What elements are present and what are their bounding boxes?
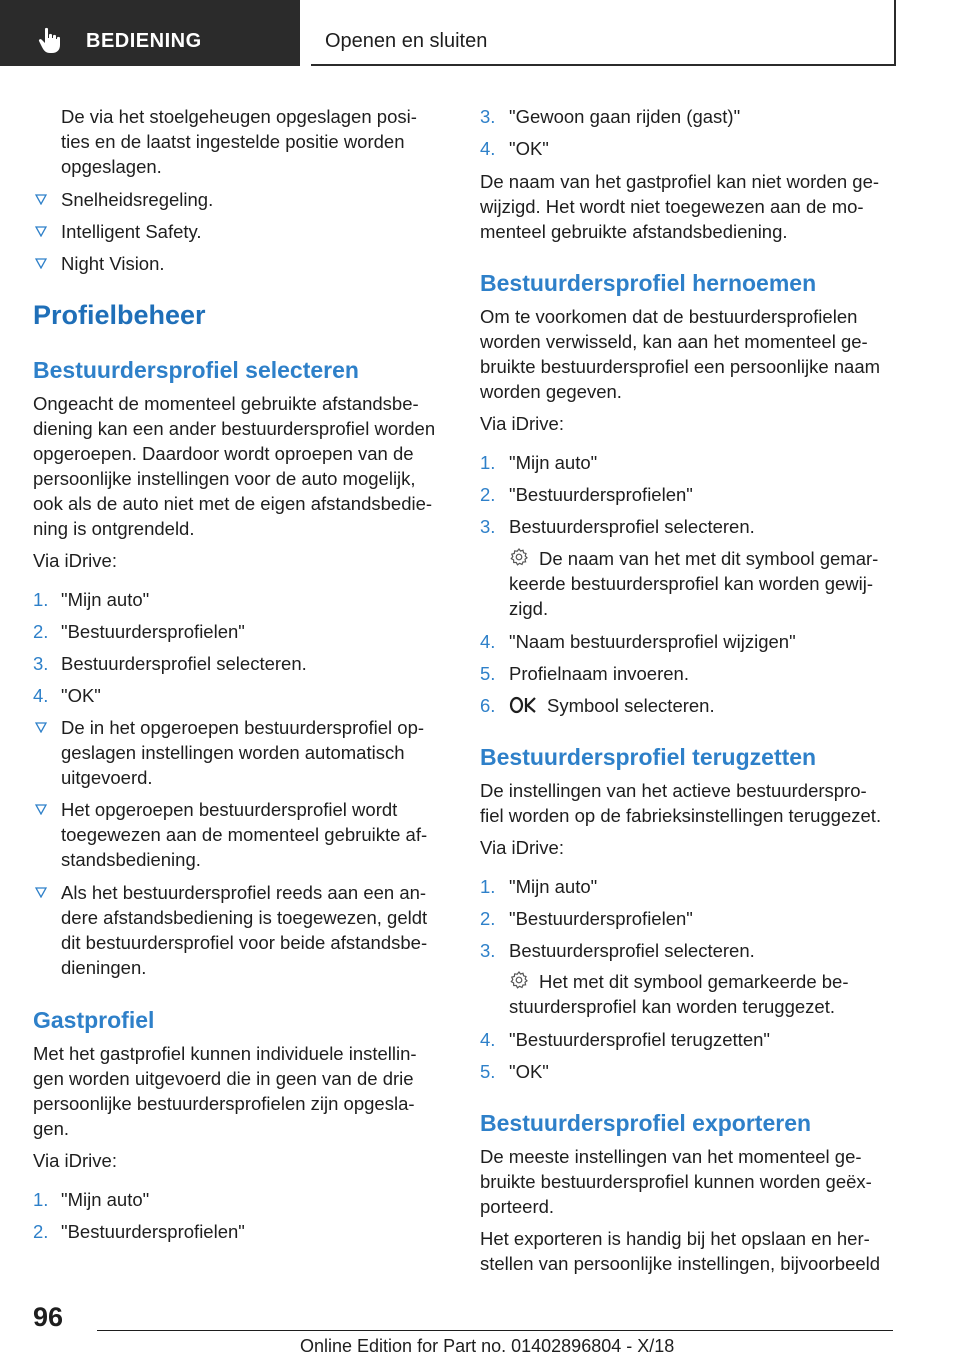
body-line: fiel worden op de fabrieksinstellingen teruggezet. bbox=[480, 805, 882, 826]
step-number: 1. bbox=[33, 1189, 49, 1210]
step-number: 3. bbox=[33, 653, 49, 674]
body-line: Ongeacht de momenteel gebruikte afstandsbe- bbox=[33, 393, 419, 414]
step-text: Bestuurdersprofiel selecteren. bbox=[61, 653, 307, 674]
step-text: "Bestuurdersprofielen" bbox=[61, 621, 245, 642]
step-text: "OK" bbox=[61, 685, 101, 706]
via-idrive-label: Via iDrive: bbox=[480, 413, 564, 434]
body-line: Met het gastprofiel kunnen individuele instellin- bbox=[33, 1043, 417, 1064]
bullet-line: uitgevoerd. bbox=[61, 767, 153, 788]
body-line: gen worden uitgevoerd die in geen van de drie bbox=[33, 1068, 414, 1089]
step-number: 3. bbox=[480, 940, 496, 961]
footer-divider bbox=[97, 1330, 893, 1331]
body-line: ook als de auto niet met de eigen afstandsbedie- bbox=[33, 493, 433, 514]
body-line: bruikte bestuurdersprofiel kunnen worden geëx- bbox=[480, 1171, 872, 1192]
body-line: De instellingen van het actieve bestuurderspro- bbox=[480, 780, 867, 801]
bullet-item: Snelheidsregeling. bbox=[61, 189, 214, 210]
bullet-line: Als het bestuurdersprofiel reeds aan een an- bbox=[61, 882, 427, 903]
step-number: 5. bbox=[480, 663, 496, 684]
step-text: "Mijn auto" bbox=[61, 589, 150, 610]
note-line: Het met dit symbool gemarkeerde be- bbox=[539, 971, 849, 992]
step-number: 1. bbox=[480, 452, 496, 473]
triangle-bullet-icon bbox=[35, 193, 47, 205]
body-line: gen. bbox=[33, 1118, 70, 1139]
body-line: De meeste instellingen van het momenteel ge- bbox=[480, 1146, 862, 1167]
step-text: "Bestuurdersprofielen" bbox=[509, 484, 693, 505]
note-line: De naam van het met dit symbool gemar- bbox=[539, 548, 879, 569]
triangle-bullet-icon bbox=[35, 886, 47, 898]
step-text: "Mijn auto" bbox=[61, 1189, 150, 1210]
bullet-line: geslagen instellingen worden automatisch bbox=[61, 742, 405, 763]
section-tab bbox=[0, 0, 300, 66]
body-line: menteel gebruikte afstandsbediening. bbox=[480, 221, 788, 242]
body-line: persoonlijke instellingen voor de auto mogelijk, bbox=[33, 468, 416, 489]
bullet-item: Night Vision. bbox=[61, 253, 165, 274]
step-number: 3. bbox=[480, 106, 496, 127]
step-text: "Bestuurdersprofielen" bbox=[509, 908, 693, 929]
step-number: 5. bbox=[480, 1061, 496, 1082]
bullet-item: Intelligent Safety. bbox=[61, 221, 202, 242]
step-text: "OK" bbox=[509, 138, 549, 159]
body-line: Het exporteren is handig bij het opslaan en her- bbox=[480, 1228, 870, 1249]
step-number: 4. bbox=[33, 685, 49, 706]
step-text: Bestuurdersprofiel selecteren. bbox=[509, 516, 755, 537]
step-number: 4. bbox=[480, 138, 496, 159]
triangle-bullet-icon bbox=[35, 721, 47, 733]
step-number: 1. bbox=[33, 589, 49, 610]
body-line: De naam van het gastprofiel kan niet worden ge- bbox=[480, 171, 880, 192]
subsection-heading: Bestuurdersprofiel terugzetten bbox=[480, 744, 817, 770]
via-idrive-label: Via iDrive: bbox=[33, 1150, 117, 1171]
gear-icon bbox=[509, 970, 529, 990]
body-line: bruikte bestuurdersprofiel een persoonlijke naam bbox=[480, 356, 881, 377]
body-line: worden gegeven. bbox=[480, 381, 622, 402]
bullet-line: toegewezen aan de momenteel gebruikte af- bbox=[61, 824, 428, 845]
step-text: Profielnaam invoeren. bbox=[509, 663, 689, 684]
intro-line: De via het stoelgeheugen opgeslagen posi- bbox=[61, 106, 417, 127]
step-number: 3. bbox=[480, 516, 496, 537]
step-text: "OK" bbox=[509, 1061, 549, 1082]
hand-pointer-icon bbox=[36, 25, 66, 55]
step-number: 4. bbox=[480, 631, 496, 652]
ok-symbol-icon bbox=[509, 696, 537, 714]
step-number: 2. bbox=[480, 908, 496, 929]
via-idrive-label: Via iDrive: bbox=[33, 550, 117, 571]
step-text: "Bestuurdersprofiel terugzetten" bbox=[509, 1029, 770, 1050]
step-text: "Mijn auto" bbox=[509, 876, 598, 897]
body-line: persoonlijke bestuurdersprofielen zijn opgesla- bbox=[33, 1093, 415, 1114]
triangle-bullet-icon bbox=[35, 225, 47, 237]
note-line: zigd. bbox=[509, 598, 549, 619]
body-line: ning is ontgrendeld. bbox=[33, 518, 195, 539]
step-number: 2. bbox=[33, 1221, 49, 1242]
step-number: 2. bbox=[33, 621, 49, 642]
step-text: Bestuurdersprofiel selecteren. bbox=[509, 940, 755, 961]
body-line: Om te voorkomen dat de bestuurdersprofielen bbox=[480, 306, 858, 327]
intro-line: ties en de laatst ingestelde positie worden bbox=[61, 131, 405, 152]
body-line: worden verwisseld, kan aan het momenteel ge- bbox=[480, 331, 868, 352]
step-text: Symbool selecteren. bbox=[547, 695, 715, 716]
subsection-heading: Bestuurdersprofiel exporteren bbox=[480, 1110, 812, 1136]
body-line: stellen van persoonlijke instellingen, bijvoorbeeld bbox=[480, 1253, 881, 1274]
step-number: 1. bbox=[480, 876, 496, 897]
bullet-line: dit bestuurdersprofiel voor beide afstandsbe- bbox=[61, 932, 428, 953]
triangle-bullet-icon bbox=[35, 257, 47, 269]
edition-footer: Online Edition for Part no. 01402896804 - X/18 bbox=[300, 1336, 675, 1356]
bullet-line: De in het opgeroepen bestuurdersprofiel op- bbox=[61, 717, 425, 738]
subsection-heading: Gastprofiel bbox=[33, 1007, 155, 1033]
page-number: 96 bbox=[33, 1302, 64, 1332]
note-line: stuurdersprofiel kan worden teruggezet. bbox=[509, 996, 835, 1017]
subsection-heading: Bestuurdersprofiel hernoemen bbox=[480, 270, 817, 296]
step-number: 2. bbox=[480, 484, 496, 505]
via-idrive-label: Via iDrive: bbox=[480, 837, 564, 858]
section-label: BEDIENING bbox=[86, 30, 202, 52]
step-text: "Bestuurdersprofielen" bbox=[61, 1221, 245, 1242]
bullet-line: standsbediening. bbox=[61, 849, 201, 870]
chapter-tab bbox=[311, 0, 896, 66]
body-line: diening kan een ander bestuurdersprofiel worden bbox=[33, 418, 436, 439]
bullet-line: dere afstandsbediening is toegewezen, geldt bbox=[61, 907, 428, 928]
subsection-heading: Bestuurdersprofiel selecteren bbox=[33, 357, 359, 383]
gear-icon bbox=[509, 547, 529, 567]
section-heading: Profielbeheer bbox=[33, 300, 206, 330]
body-line: porteerd. bbox=[480, 1196, 555, 1217]
chapter-label: Openen en sluiten bbox=[325, 30, 488, 52]
body-line: wijzigd. Het wordt niet toegewezen aan de mo- bbox=[480, 196, 864, 217]
bullet-line: dieningen. bbox=[61, 957, 147, 978]
step-text: "Gewoon gaan rijden (gast)" bbox=[509, 106, 741, 127]
step-number: 4. bbox=[480, 1029, 496, 1050]
intro-line: opgeslagen. bbox=[61, 156, 162, 177]
step-number: 6. bbox=[480, 695, 496, 716]
step-text: "Naam bestuurdersprofiel wijzigen" bbox=[509, 631, 796, 652]
step-text: "Mijn auto" bbox=[509, 452, 598, 473]
note-line: keerde bestuurdersprofiel kan worden gewij- bbox=[509, 573, 874, 594]
body-line: opgeroepen. Daardoor wordt oproepen van de bbox=[33, 443, 414, 464]
triangle-bullet-icon bbox=[35, 803, 47, 815]
bullet-line: Het opgeroepen bestuurdersprofiel wordt bbox=[61, 799, 398, 820]
